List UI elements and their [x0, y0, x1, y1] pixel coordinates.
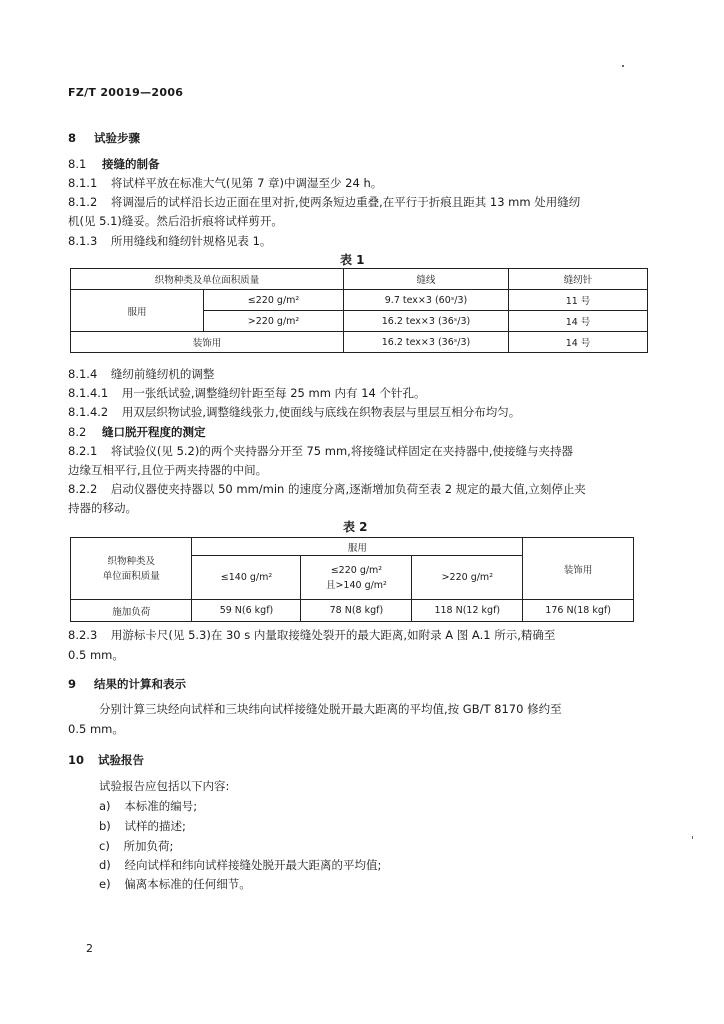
section-8-heading [68, 130, 140, 146]
table-header-cell [301, 556, 412, 600]
table-cell: 施加负荷 [71, 600, 192, 622]
table-header-cell: 缝线 [344, 269, 509, 290]
clause-text: 启动仪器使夹持器以 50 mm/min 的速度分离,逐渐增加负荷至表 2 规定的最大值,立刻停止夹 [110, 482, 586, 496]
table-header-cell: 织物种类及单位面积质量 [71, 269, 344, 290]
section-10-heading [68, 752, 144, 768]
list-text: 偏离本标准的任何细节。 [124, 877, 251, 891]
clause-8-2-2 [68, 481, 586, 497]
header-line: 单位面积质量 [102, 570, 160, 582]
scan-speck [622, 65, 624, 67]
clause-text: 将试验仪(见 5.2)的两个夹持器分开至 75 mm,将接缝试样固定在夹持器中,使接缝与夹持器 [110, 444, 573, 458]
table-row [71, 600, 634, 622]
list-marker: d) [99, 858, 111, 872]
section-title: 结果的计算和表示 [94, 677, 187, 691]
list-marker: c) [99, 839, 110, 853]
clause-title: 缝口脱开程度的测定 [101, 425, 206, 439]
clause-8-1-2 [68, 194, 580, 210]
clause-8-2-1-cont: 边缘互相平行,且位于两夹持器的中间。 [68, 463, 268, 477]
standard-code: FZ/T 20019—2006 [68, 86, 184, 99]
list-item [99, 818, 186, 834]
clause-8-1-3 [68, 233, 271, 249]
table-header-cell: ≤140 g/m² [192, 556, 301, 600]
clause-8-2-2-cont: 持器的移动。 [68, 501, 137, 515]
table-row [71, 269, 648, 290]
table-row [71, 332, 648, 353]
table-2 [70, 537, 634, 622]
clause-text: 缝纫前缝纫机的调整 [110, 367, 215, 381]
clause-text: 用双层织物试验,调整缝线张力,使面线与底线在织物表层与里层互相分布均匀。 [121, 405, 521, 419]
table-cell: 服用 [71, 290, 204, 332]
table-cell: ≤220 g/m² [204, 290, 344, 311]
clause-8-1-1 [68, 175, 382, 191]
header-line: 织物种类及 [107, 555, 155, 567]
clause-text: 用游标卡尺(见 5.3)在 30 s 内量取接缝处裂开的最大距离,如附录 A 图 A.1 所示,精确至 [110, 628, 556, 642]
table-row [71, 538, 634, 556]
section-number: 10 [68, 753, 85, 767]
table-cell: 14 号 [509, 332, 648, 353]
section-number: 9 [68, 677, 77, 691]
list-marker: e) [99, 877, 111, 891]
table-cell: 118 N(12 kgf) [412, 600, 523, 622]
section-9-text: 分别计算三块经向试样和三块纬向试样接缝处脱开最大距离的平均值,按 GB/T 8170 修约至 [99, 702, 562, 716]
report-intro: 试验报告应包括以下内容: [99, 779, 230, 793]
section-number: 8 [68, 131, 77, 145]
table-2-caption: 表 2 [343, 520, 368, 534]
list-marker: b) [99, 819, 111, 833]
clause-number: 8.1 [68, 157, 87, 171]
list-text: 经向试样和纬向试样接缝处脱开最大距离的平均值; [124, 858, 382, 872]
table-cell: 装饰用 [71, 332, 344, 353]
table-cell: 176 N(18 kgf) [523, 600, 634, 622]
section-9-text-cont: 0.5 mm。 [68, 722, 124, 736]
clause-8-1-4-1 [68, 385, 426, 401]
clause-title: 接缝的制备 [101, 157, 160, 171]
clause-number: 8.1.1 [68, 176, 98, 190]
clause-number: 8.2.2 [68, 482, 98, 496]
clause-number: 8.1.4 [68, 367, 98, 381]
clause-number: 8.1.4.1 [68, 386, 109, 400]
table-row [71, 290, 648, 311]
section-title: 试验步骤 [94, 131, 141, 145]
clause-8-1-2-cont: 机(见 5.1)缝妥。然后沿折痕将试样剪开。 [68, 214, 283, 228]
clause-text: 将试样平放在标准大气(见第 7 章)中调湿至少 24 h。 [110, 176, 383, 190]
table-cell: >220 g/m² [204, 311, 344, 332]
clause-8-1-4 [68, 366, 214, 382]
list-text: 试样的描述; [124, 819, 186, 833]
header-line: 且>140 g/m² [325, 579, 387, 591]
table-cell: 16.2 tex×3 (36ˢ/3) [344, 311, 509, 332]
clause-number: 8.2.3 [68, 628, 98, 642]
clause-text: 用一张纸试验,调整缝纫针距至每 25 mm 内有 14 个针孔。 [121, 386, 426, 400]
table-1 [70, 268, 648, 353]
table-cell: 78 N(8 kgf) [301, 600, 412, 622]
table-header-cell [71, 538, 192, 600]
table-cell: 59 N(6 kgf) [192, 600, 301, 622]
clause-8-2-1 [68, 443, 573, 459]
table-header-cell: 服用 [192, 538, 523, 556]
section-9-heading [68, 676, 186, 692]
table-cell: 11 号 [509, 290, 648, 311]
clause-8-2-3-cont: 0.5 mm。 [68, 648, 124, 662]
table-header-cell: >220 g/m² [412, 556, 523, 600]
scan-speck [692, 836, 693, 839]
clause-8-1-4-2 [68, 404, 520, 420]
clause-number: 8.1.2 [68, 195, 98, 209]
list-text: 所加负荷; [123, 839, 174, 853]
page-number: 2 [86, 942, 93, 955]
table-cell: 16.2 tex×3 (36ˢ/3) [344, 332, 509, 353]
list-item [99, 857, 381, 873]
table-1-caption: 表 1 [340, 253, 365, 267]
clause-8-2-3 [68, 627, 555, 643]
clause-number: 8.2 [68, 425, 87, 439]
clause-text: 所用缝线和缝纫针规格见表 1。 [110, 234, 272, 248]
table-cell: 9.7 tex×3 (60ˢ/3) [344, 290, 509, 311]
section-title: 试验报告 [98, 753, 145, 767]
section-8-2-heading [68, 424, 205, 440]
table-header-cell: 装饰用 [523, 538, 634, 600]
clause-number: 8.1.4.2 [68, 405, 109, 419]
section-8-1-heading [68, 156, 159, 172]
list-marker: a) [99, 799, 111, 813]
list-item [99, 798, 197, 814]
clause-number: 8.1.3 [68, 234, 98, 248]
list-text: 本标准的编号; [124, 799, 198, 813]
table-header-cell: 缝纫针 [509, 269, 648, 290]
clause-text: 将调湿后的试样沿长边正面在里对折,使两条短边重叠,在平行于折痕且距其 13 mm 处用缝纫 [110, 195, 581, 209]
list-item [99, 876, 251, 892]
table-cell: 14 号 [509, 311, 648, 332]
clause-number: 8.2.1 [68, 444, 98, 458]
header-line: ≤220 g/m² [330, 564, 383, 576]
list-item [99, 838, 173, 854]
